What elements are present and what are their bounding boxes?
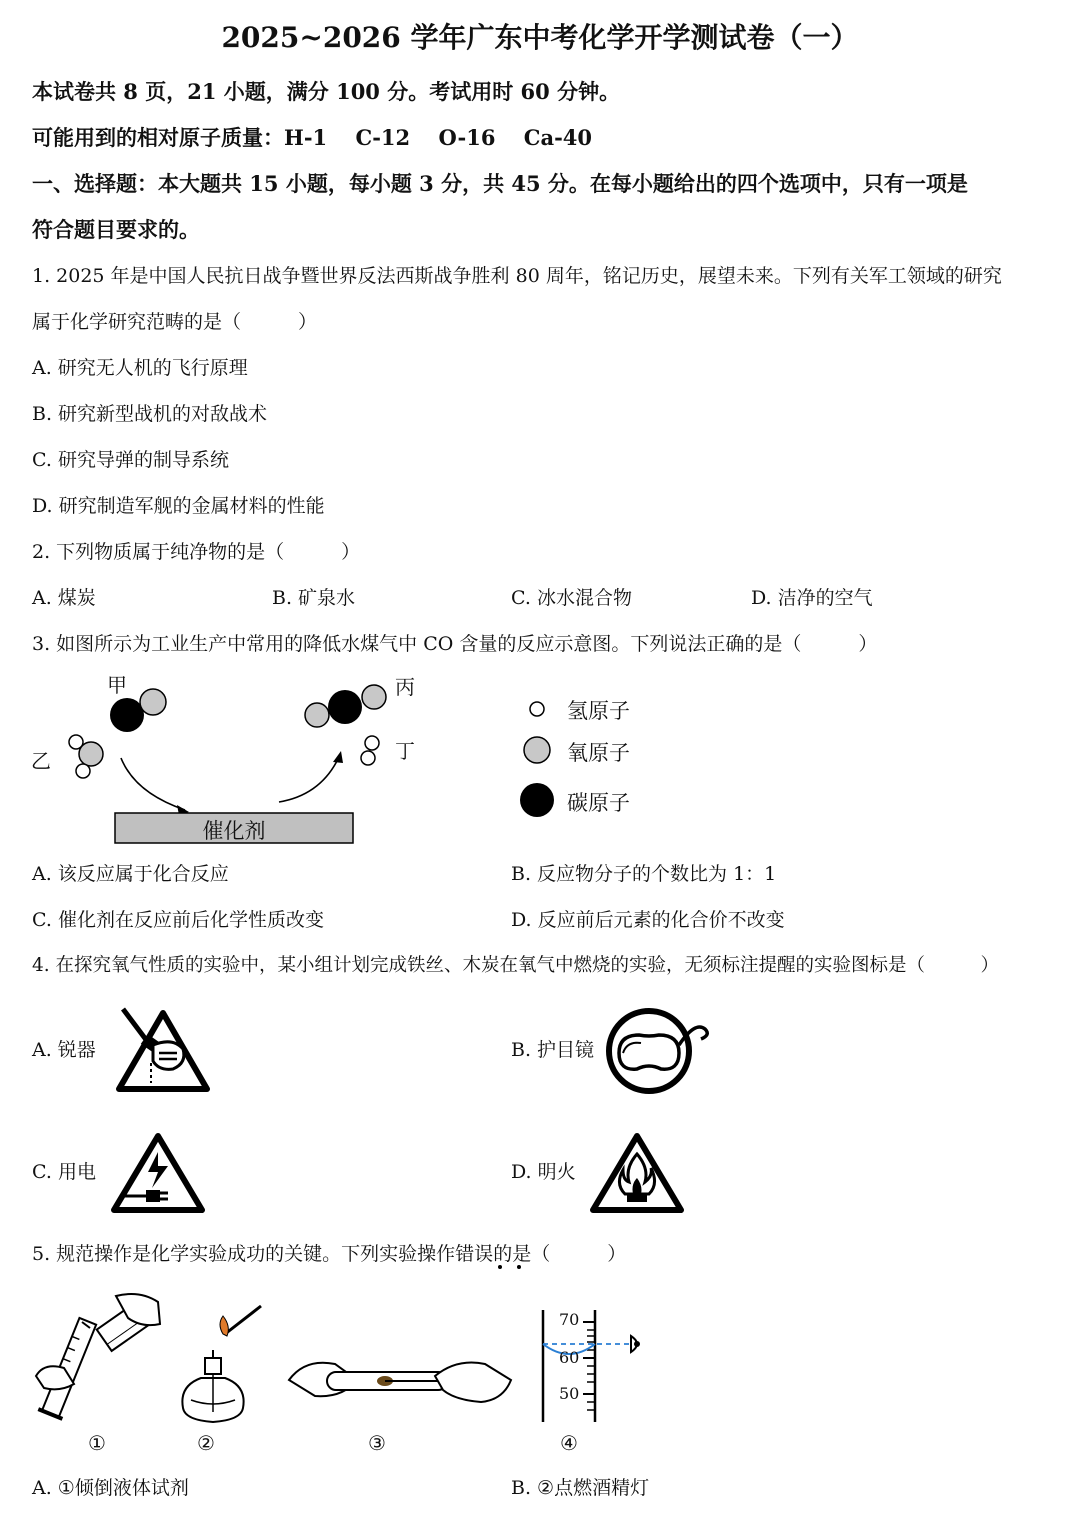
q2-option-a: A. 煤炭 xyxy=(32,587,96,609)
figure-label-4: ④ xyxy=(560,1431,578,1455)
q1-option-b: B. 研究新型战机的对敌战术 xyxy=(32,403,268,425)
oxygen-atom xyxy=(362,685,386,709)
q4-option-b: B. 护目镜 xyxy=(511,1039,595,1061)
q1-stem-line1: 1. 2025 年是中国人民抗日战争暨世界反法西斯战争胜利 80 周年，铭记历史，展望未来。下列有关军工领域的研究 xyxy=(32,265,1002,287)
q3-option-b: B. 反应物分子的个数比为 1：1 xyxy=(511,863,777,885)
q4-option-d: D. 明火 xyxy=(511,1161,576,1183)
emphasis-dots xyxy=(495,1262,525,1272)
q2-option-d: D. 洁净的空气 xyxy=(751,587,873,609)
legend-carbon-label: 碳原子 xyxy=(567,791,630,815)
label-bing: 丙 xyxy=(395,675,415,699)
section-heading-line2: 符合题目要求的。 xyxy=(32,217,200,242)
carbon-atom xyxy=(328,690,362,724)
figure-label-2: ② xyxy=(197,1431,215,1455)
open-flame-icon xyxy=(587,1128,687,1216)
hydrogen-atom xyxy=(76,764,90,778)
q4-option-a: A. 锐器 xyxy=(32,1039,96,1061)
figure-label-1: ① xyxy=(88,1431,106,1455)
q3-option-a: A. 该反应属于化合反应 xyxy=(32,863,229,885)
figure-label-3: ③ xyxy=(368,1431,386,1455)
legend-hydrogen-circle xyxy=(530,702,544,716)
legend-oxygen-circle xyxy=(524,737,550,763)
q5-option-a: A. ①倾倒液体试剂 xyxy=(32,1477,189,1499)
q5-option-b: B. ②点燃酒精灯 xyxy=(511,1477,650,1499)
q1-stem-line2: 属于化学研究范畴的是（ ） xyxy=(32,311,318,333)
q5-stem xyxy=(32,1242,626,1266)
q3-stem: 3. 如图所示为工业生产中常用的降低水煤气中 CO 含量的反应示意图。下列说法正确的是（ ） xyxy=(32,633,878,655)
label-jia: 甲 xyxy=(107,673,127,697)
hydrogen-atom xyxy=(365,736,379,750)
q3-option-c: C. 催化剂在反应前后化学性质改变 xyxy=(32,909,324,931)
cylinder-tick-70: 70 xyxy=(559,1310,580,1329)
q2-option-b: B. 矿泉水 xyxy=(272,587,356,609)
electricity-icon xyxy=(108,1128,208,1216)
hydrogen-atom xyxy=(361,751,375,765)
label-yi: 乙 xyxy=(31,749,51,773)
page-title: 2025~2026 学年广东中考化学开学测试卷（一） xyxy=(221,21,859,54)
oxygen-atom xyxy=(305,703,329,727)
q5-stem-pre: 5. 规范操作是化学实验成功的关键。下列实验操作 xyxy=(32,1243,456,1265)
q5-stem-post: 的是（ ） xyxy=(493,1243,627,1265)
q5-stem-emphasis: 错误 xyxy=(455,1243,494,1265)
test-tube-illustration xyxy=(285,1350,515,1420)
sharp-object-icon xyxy=(113,1003,213,1095)
q4-stem: 4. 在探究氧气性质的实验中，某小组计划完成铁丝、木炭在氧气中燃烧的实验，无须标注提醒的实验图标是（ ） xyxy=(32,955,1000,976)
pouring-liquid-illustration xyxy=(30,1288,170,1428)
atomic-mass: 可能用到的相对原子质量：H-1 C-12 O-16 Ca-40 xyxy=(32,125,593,150)
q1-option-d: D. 研究制造军舰的金属材料的性能 xyxy=(32,495,325,517)
cylinder-tick-60: 60 xyxy=(559,1348,580,1367)
oxygen-atom xyxy=(140,689,166,715)
q4-option-c: C. 用电 xyxy=(32,1161,96,1183)
goggles-icon xyxy=(605,1005,715,1095)
catalyst-label: 催化剂 xyxy=(202,819,266,843)
exam-info: 本试卷共 8 页，21 小题，满分 100 分。考试用时 60 分钟。 xyxy=(32,79,621,104)
q1-option-a: A. 研究无人机的飞行原理 xyxy=(32,357,248,379)
cylinder-tick-50: 50 xyxy=(559,1384,580,1403)
carbon-atom xyxy=(110,698,144,732)
q3-reaction-diagram xyxy=(25,665,675,850)
oxygen-atom xyxy=(79,742,103,766)
cylinder-reading-illustration xyxy=(535,1306,665,1426)
label-ding: 丁 xyxy=(395,739,415,763)
alcohol-lamp-illustration xyxy=(175,1300,275,1430)
section-heading-line1: 一、选择题：本大题共 15 小题，每小题 3 分，共 45 分。在每小题给出的四个选项中，只有一项是 xyxy=(32,171,968,196)
q1-option-c: C. 研究导弹的制导系统 xyxy=(32,449,229,471)
legend-hydrogen-label: 氢原子 xyxy=(567,699,630,723)
q3-option-d: D. 反应前后元素的化合价不改变 xyxy=(511,909,785,931)
product-arrow xyxy=(279,757,339,802)
q2-stem: 2. 下列物质属于纯净物的是（ ） xyxy=(32,541,361,563)
legend-oxygen-label: 氧原子 xyxy=(567,741,630,765)
reactant-arrow xyxy=(121,758,185,810)
q2-option-c: C. 冰水混合物 xyxy=(511,587,632,609)
legend-carbon-circle xyxy=(520,783,554,817)
